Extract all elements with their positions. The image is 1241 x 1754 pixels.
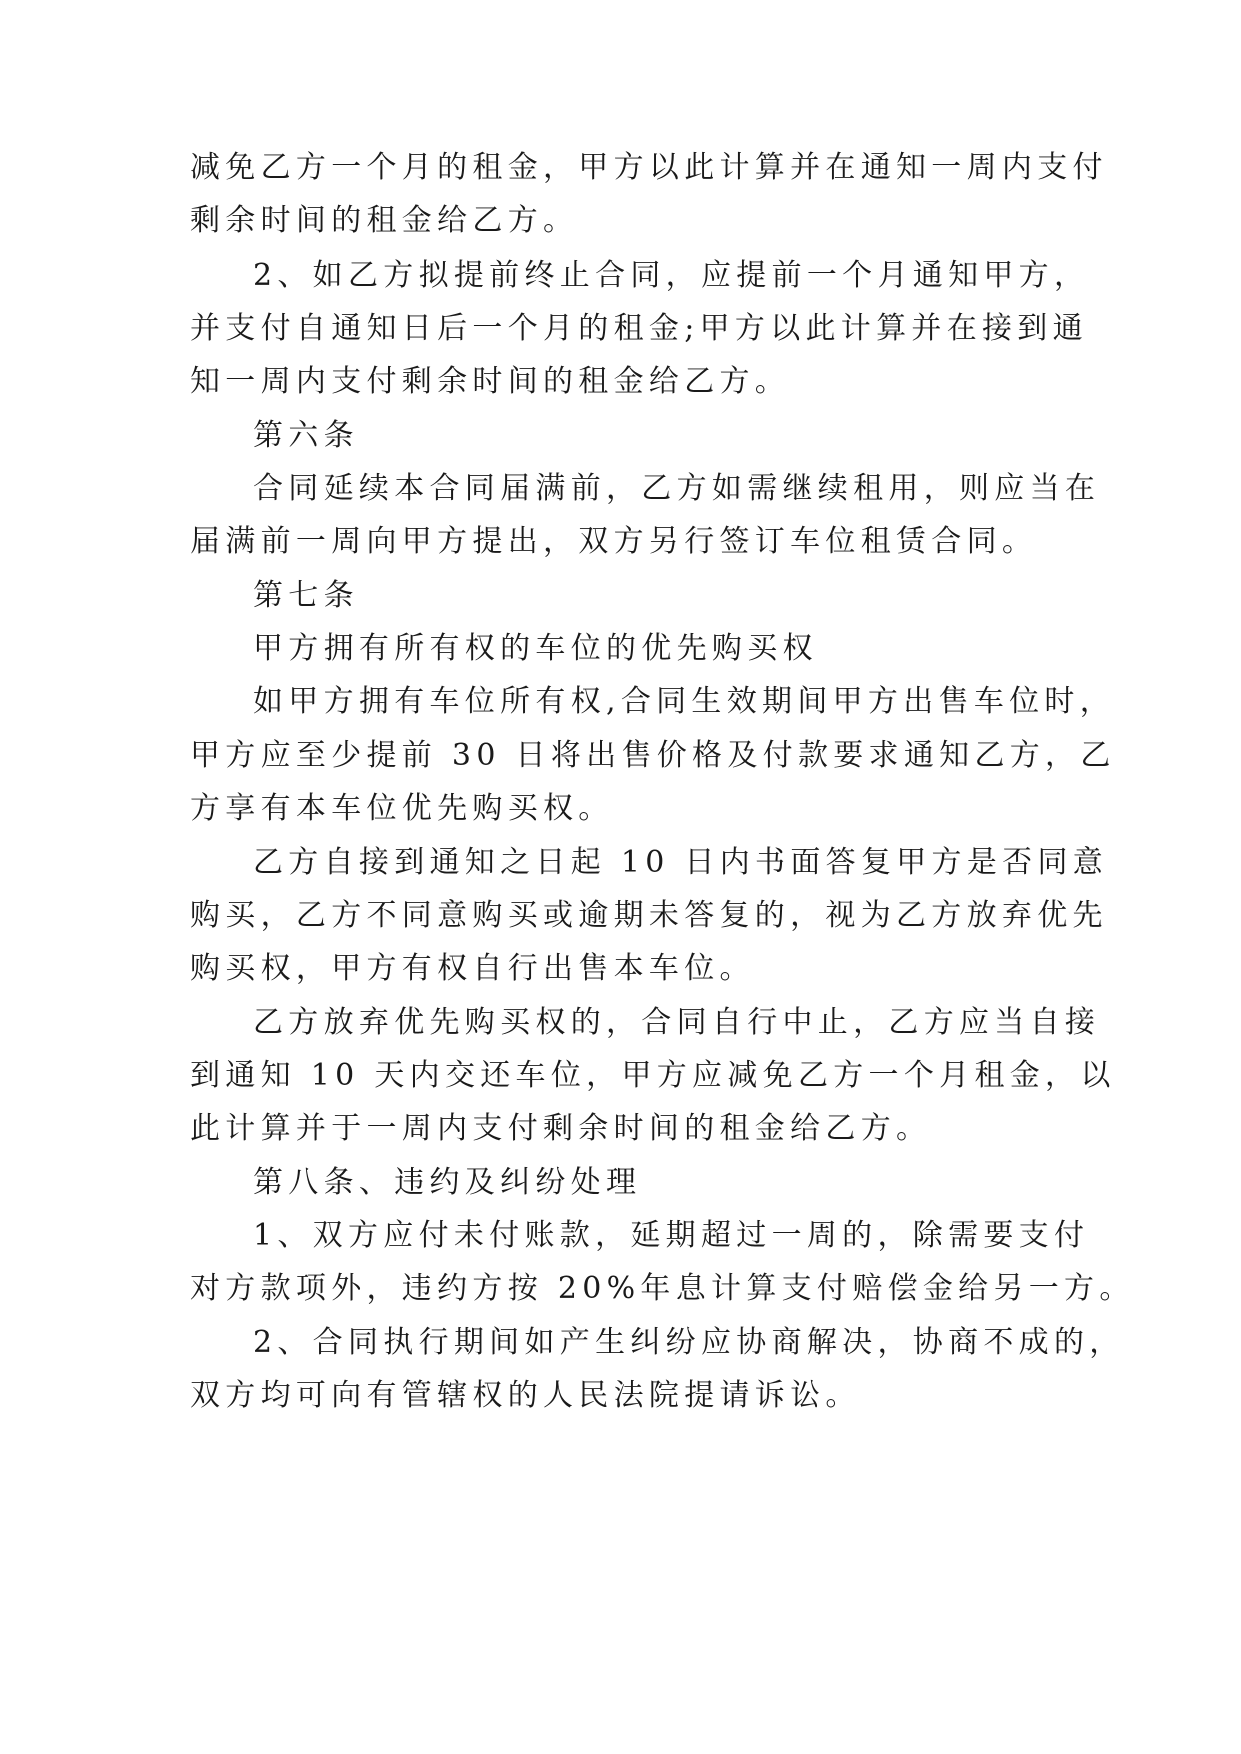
text-line: 双方均可向有管辖权的人民法院提请诉讼。 [190,1378,861,1413]
text-line: 1、双方应付未付账款，延期超过一周的，除需要支付 [253,1218,1090,1253]
text-line: 2、如乙方拟提前终止合同，应提前一个月通知甲方， [253,258,1090,293]
text-line: 2、合同执行期间如产生纠纷应协商解决，协商不成的， [253,1325,1125,1360]
text-line: 甲方应至少提前 30 日将出售价格及付款要求通知乙方，乙 [190,738,1116,773]
section-heading: 第七条 [253,578,359,613]
text-line: 合同延续本合同届满前，乙方如需继续租用，则应当在 [253,471,1101,506]
text-line: 方享有本车位优先购买权。 [190,791,614,826]
text-line: 此计算并于一周内支付剩余时间的租金给乙方。 [190,1111,932,1146]
text-line: 乙方放弃优先购买权的，合同自行中止，乙方应当自接 [253,1005,1101,1040]
text-line: 购买，乙方不同意购买或逾期未答复的，视为乙方放弃优先 [190,898,1108,933]
text-line: 如甲方拥有车位所有权,合同生效期间甲方出售车位时， [253,684,1116,719]
text-line: 并支付自通知日后一个月的租金;甲方以此计算并在接到通 [190,311,1088,346]
text-line: 到通知 10 天内交还车位，甲方应减免乙方一个月租金，以 [190,1058,1116,1093]
section-heading: 第六条 [253,418,359,453]
section-heading: 第八条、违约及纠纷处理 [253,1165,642,1200]
text-line: 知一周内支付剩余时间的租金给乙方。 [190,364,791,399]
text-line: 乙方自接到通知之日起 10 日内书面答复甲方是否同意 [253,845,1109,880]
text-line: 剩余时间的租金给乙方。 [190,203,579,238]
text-line: 甲方拥有所有权的车位的优先购买权 [253,631,818,666]
text-line: 届满前一周向甲方提出，双方另行签订车位租赁合同。 [190,524,1038,559]
text-line: 减免乙方一个月的租金，甲方以此计算并在通知一周内支付 [190,150,1108,185]
text-line: 对方款项外，违约方按 20%年息计算支付赔偿金给另一方。 [190,1271,1135,1306]
text-line: 购买权，甲方有权自行出售本车位。 [190,951,755,986]
